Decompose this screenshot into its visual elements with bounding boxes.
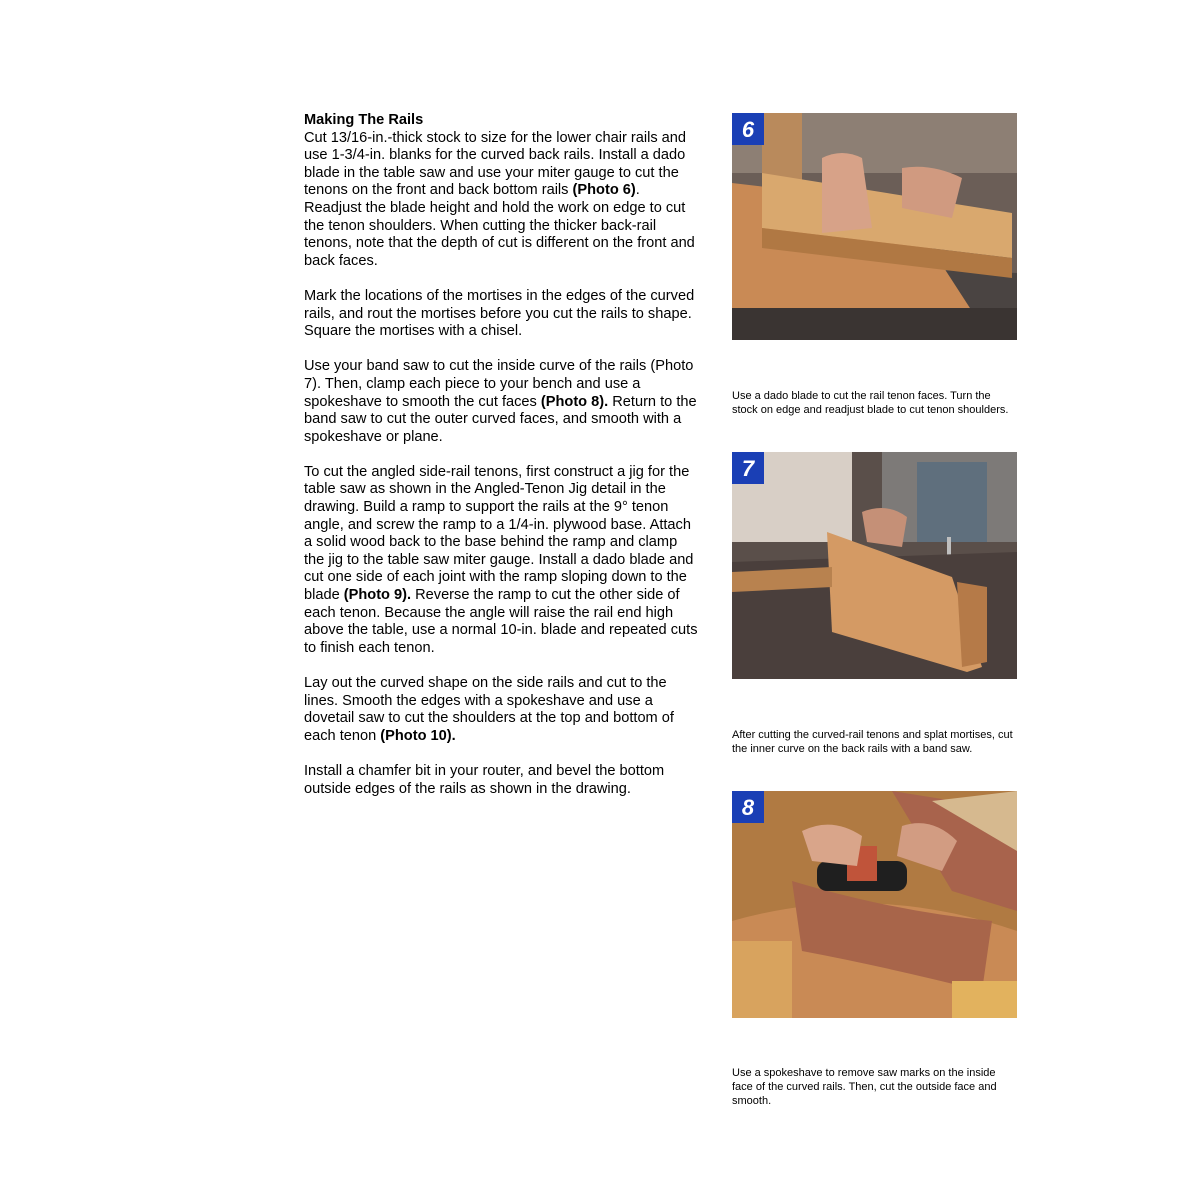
paragraph-3	[304, 358, 700, 446]
paragraph-4-text-a: To cut the angled side-rail tenons, first construct a jig for the table saw as shown in the Angled-Tenon Jig detail in the drawing. Build a ramp to support the rails at the 9° tenon angle, and screw the ramp to a 1/4-in. plywood base. Attach a solid wood back to the base behind the ramp and clamp the jig to the table saw miter gauge. Install a dado blade and cut one side of each joint with the ramp sloping down to the blade	[304, 463, 694, 604]
photo-7	[732, 452, 1017, 679]
paragraph-1-text-c: . Readjust the blade height and hold the work on edge to cut the tenon shoulders. When cutting the thicker back-rail tenons, note that the depth of cut is different on the front and back faces.	[304, 182, 695, 269]
paragraph-4-text-c: Reverse the ramp to cut the other side of each tenon. Because the angle will raise the rail end high above the table, use a normal 10-in. blade and repeated cuts to finish each tenon.	[304, 587, 698, 656]
photo-10-reference: (Photo 10).	[380, 727, 456, 744]
photo-6-number-badge	[732, 113, 764, 145]
photo-8-image	[732, 791, 1017, 1018]
paragraph-1	[304, 112, 700, 270]
paragraph-1-text-a: Cut 13/16-in.-thick stock to size for the lower chair rails and use 1-3/4-in. blanks for the curved back rails. Install a dado blade in the table saw and use your miter gauge to cut the tenons on the front and back bottom rails	[304, 129, 687, 199]
photo-6-number: 6	[741, 117, 755, 142]
article-body	[304, 112, 700, 816]
photo-8-number: 8	[741, 795, 755, 820]
photo-7-image	[732, 452, 1017, 679]
photo-7-number: 7	[741, 456, 755, 481]
paragraph-5-text-a: Lay out the curved shape on the side rails and cut to the lines. Smooth the edges with a spokeshave and use a dovetail saw to cut the shoulders at the top and bottom of each tenon	[304, 675, 674, 744]
photo-6-reference: (Photo 6)	[572, 182, 636, 199]
paragraph-2: Mark the locations of the mortises in the edges of the curved rails, and rout the mortises before you cut the rails to shape. Square the mortises with a chisel.	[304, 287, 695, 340]
photo-6-caption: Use a dado blade to cut the rail tenon faces. Turn the stock on edge and readjust blade to cut tenon shoulders.	[732, 390, 1009, 416]
photo-7-number-badge	[732, 452, 764, 484]
paragraph-4	[304, 464, 700, 658]
paragraph-3-text-c: Return to the band saw to cut the outer curved faces, and smooth with a spokeshave or plane.	[304, 393, 697, 445]
paragraph-6: Install a chamfer bit in your router, and bevel the bottom outside edges of the rails as shown in the drawing.	[304, 762, 665, 797]
photo-8-caption: Use a spokeshave to remove saw marks on the inside face of the curved rails. Then, cut the outside face and smooth.	[732, 1067, 997, 1107]
photo-8-reference: (Photo 8).	[540, 393, 609, 410]
section-heading: Making The Rails	[304, 112, 424, 128]
photo-6-image	[732, 113, 1017, 340]
paragraph-3-text-a: Use your band saw to cut the inside curve of the rails (Photo 7). Then, clamp each piece to your bench and use a spokeshave to smooth the cut faces	[304, 358, 694, 410]
photo-8-number-badge	[732, 791, 764, 823]
photo-7-caption: After cutting the curved-rail tenons and splat mortises, cut the inner curve on the back rails with a band saw.	[732, 729, 1013, 755]
photo-6	[732, 113, 1017, 340]
photo-9-reference: (Photo 9).	[343, 587, 412, 604]
photo-8	[732, 791, 1017, 1018]
paragraph-5	[304, 675, 700, 745]
